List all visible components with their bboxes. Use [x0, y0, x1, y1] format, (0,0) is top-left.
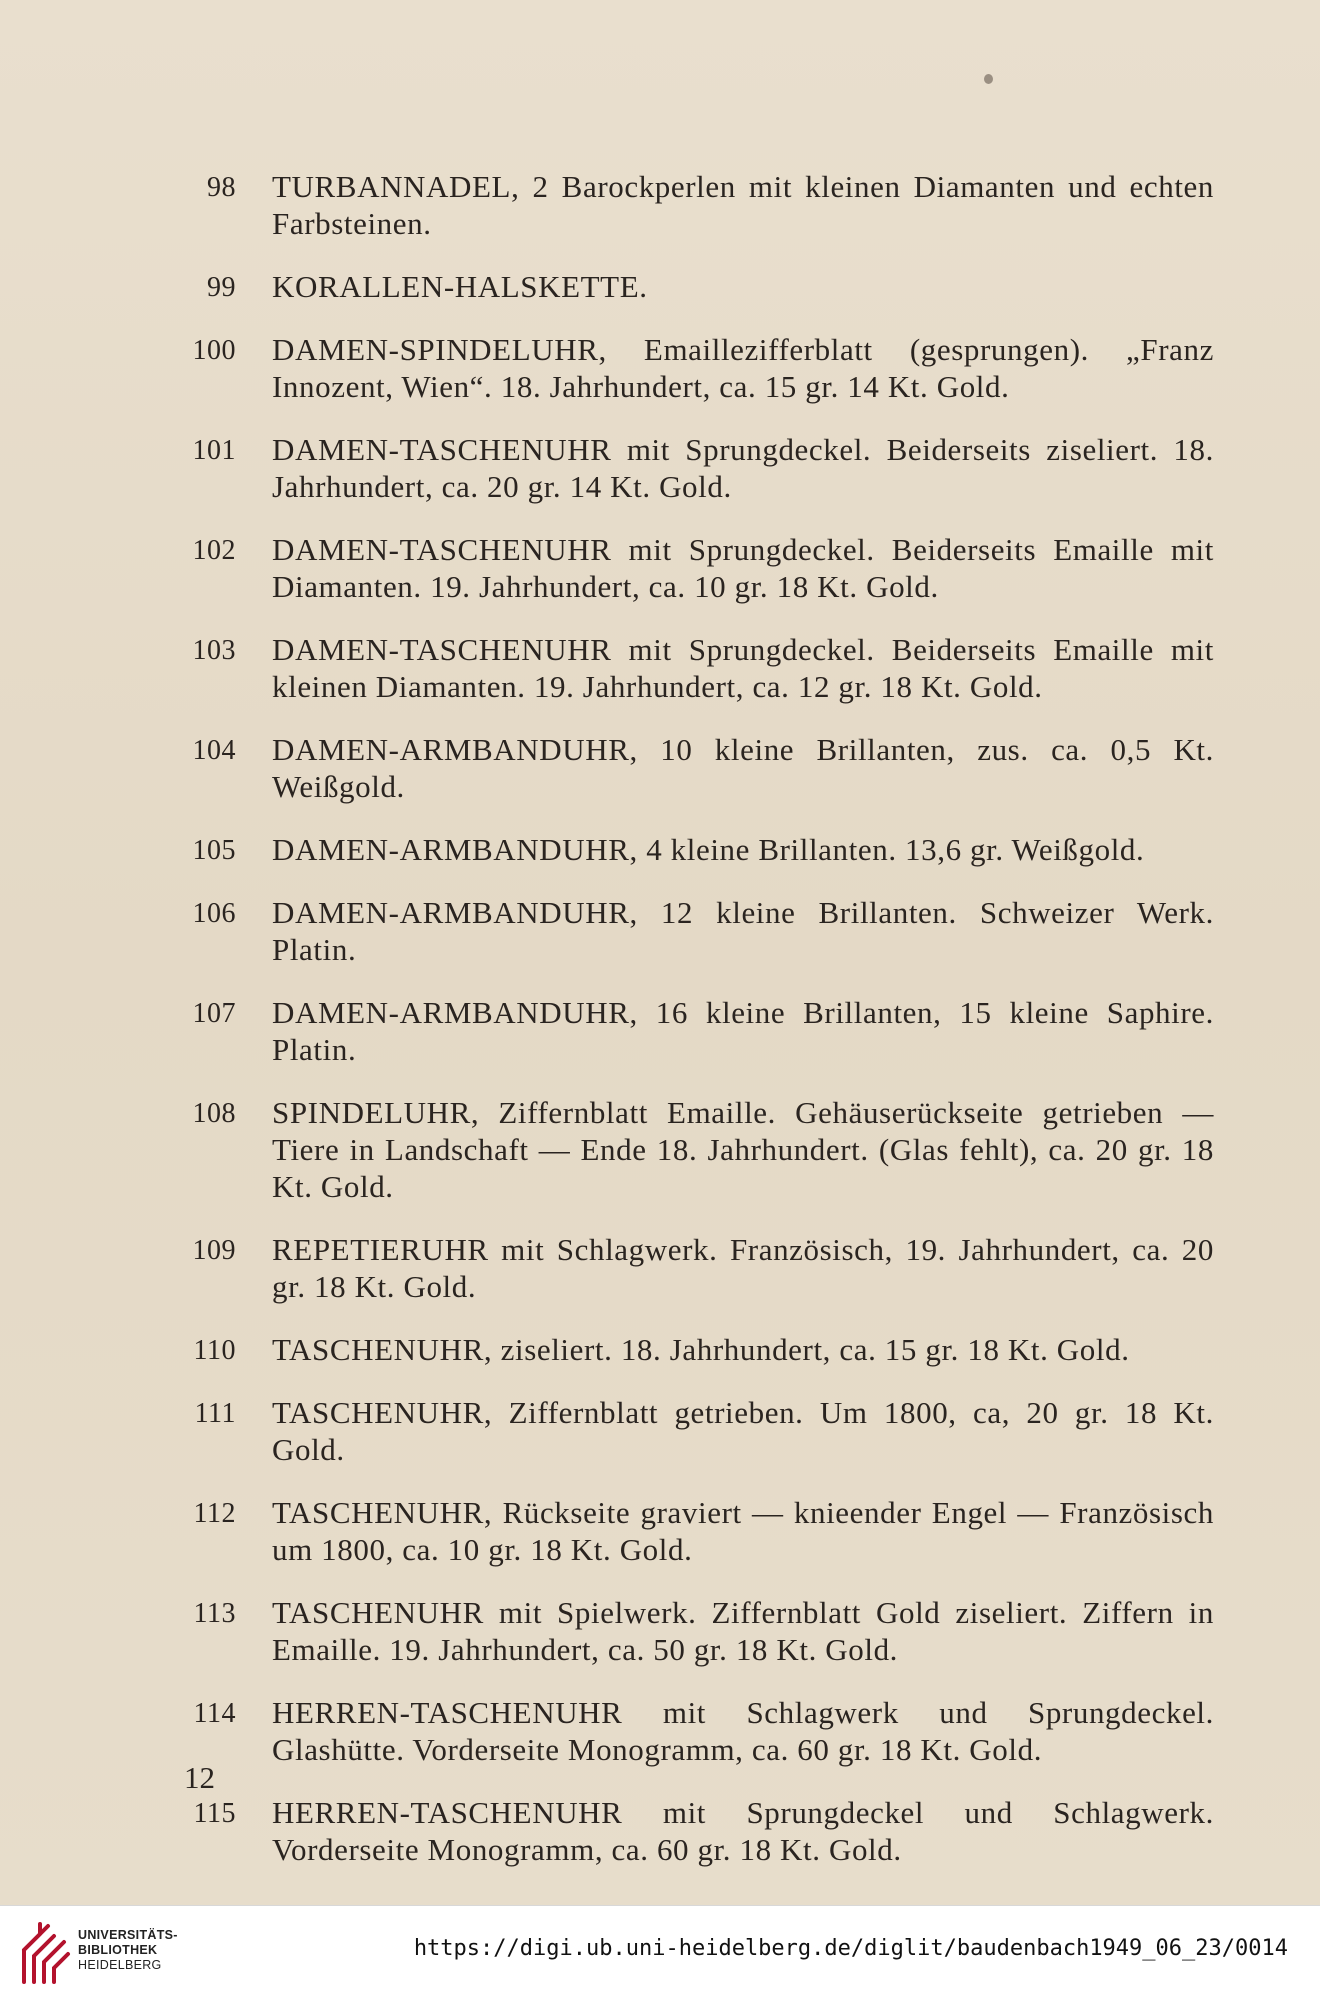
catalog-entry — [0, 1331, 1320, 1368]
lot-number: 104 — [192, 735, 236, 766]
library-name-line: HEIDELBERG — [78, 1958, 162, 1972]
lot-description: DAMEN-ARMBANDUHR, 10 kleine Brillanten, zus. ca. 0,5 Kt. Weißgold. — [272, 732, 1214, 804]
catalog-entry — [0, 168, 1320, 242]
lot-number: 110 — [193, 1335, 236, 1366]
page-number: 12 — [184, 1760, 215, 1795]
lot-number: 109 — [192, 1235, 236, 1266]
library-name — [78, 1928, 178, 1973]
lot-number: 106 — [192, 898, 236, 929]
catalog-entry — [0, 994, 1320, 1068]
catalog-entry — [0, 894, 1320, 968]
lot-description: SPINDELUHR, Ziffernblatt Emaille. Gehäuserückseite getrieben — Tiere in Landschaft — Ende 18. Jahrhundert. (Glas fehlt), ca. 20 gr. 18 Kt. Gold. — [272, 1095, 1214, 1204]
lot-description: DAMEN-TASCHENUHR mit Sprungdeckel. Beiderseits Emaille mit kleinen Diamanten. 19. Jahrhundert, ca. 12 gr. 18 Kt. Gold. — [272, 632, 1214, 704]
lot-description: DAMEN-TASCHENUHR mit Sprungdeckel. Beiderseits Emaille mit Diamanten. 19. Jahrhundert, ca. 10 gr. 18 Kt. Gold. — [272, 532, 1214, 604]
lot-description: HERREN-TASCHENUHR mit Sprungdeckel und Schlagwerk. Vorderseite Monogramm, ca. 60 gr. 18 Kt. Gold. — [272, 1795, 1214, 1867]
lot-number: 105 — [192, 835, 236, 866]
lot-number: 98 — [207, 172, 236, 203]
catalog-entry — [0, 268, 1320, 305]
lot-description: TASCHENUHR mit Spielwerk. Ziffernblatt Gold ziseliert. Ziffern in Emaille. 19. Jahrhundert, ca. 50 gr. 18 Kt. Gold. — [272, 1595, 1214, 1667]
catalog-entry — [0, 331, 1320, 405]
ink-speck — [984, 74, 993, 84]
lot-number: 111 — [194, 1398, 236, 1429]
library-name-line: BIBLIOTHEK — [78, 1943, 158, 1957]
lot-number: 107 — [192, 998, 236, 1029]
lot-number: 115 — [193, 1798, 236, 1829]
lot-description: DAMEN-ARMBANDUHR, 12 kleine Brillanten. Schweizer Werk. Platin. — [272, 895, 1214, 967]
lot-description: DAMEN-ARMBANDUHR, 4 kleine Brillanten. 13,6 gr. Weißgold. — [272, 832, 1145, 867]
lot-number: 101 — [192, 435, 236, 466]
lot-number: 113 — [193, 1598, 236, 1629]
lot-description: DAMEN-TASCHENUHR mit Sprungdeckel. Beiderseits ziseliert. 18. Jahrhundert, ca. 20 gr. 14 Kt. Gold. — [272, 432, 1214, 504]
catalog-entry — [0, 1594, 1320, 1668]
lot-description: DAMEN-ARMBANDUHR, 16 kleine Brillanten, 15 kleine Saphire. Platin. — [272, 995, 1214, 1067]
lot-number: 100 — [192, 335, 236, 366]
catalog-entries — [0, 168, 1320, 1894]
lot-description: TASCHENUHR, ziseliert. 18. Jahrhundert, ca. 15 gr. 18 Kt. Gold. — [272, 1332, 1130, 1367]
lot-description: DAMEN-SPINDELUHR, Emaillezifferblatt (gesprungen). „Franz Innozent, Wien“. 18. Jahrhundert, ca. 15 gr. 14 Kt. Gold. — [272, 332, 1214, 404]
catalog-entry — [0, 1094, 1320, 1205]
lot-description: TASCHENUHR, Rückseite graviert — knieender Engel — Französisch um 1800, ca. 10 gr. 18 Kt. Gold. — [272, 1495, 1214, 1567]
lot-description: HERREN-TASCHENUHR mit Schlagwerk und Sprungdeckel. Glashütte. Vorderseite Monogramm, ca. 60 gr. 18 Kt. Gold. — [272, 1695, 1214, 1767]
lot-description: TASCHENUHR, Ziffernblatt getrieben. Um 1800, ca, 20 gr. 18 Kt. Gold. — [272, 1395, 1214, 1467]
catalog-entry — [0, 1694, 1320, 1768]
catalog-entry — [0, 731, 1320, 805]
footer-bar — [0, 1905, 1320, 2003]
lot-number: 114 — [193, 1698, 236, 1729]
catalog-entry — [0, 1794, 1320, 1868]
catalog-entry — [0, 1231, 1320, 1305]
catalog-entry — [0, 831, 1320, 868]
lot-number: 103 — [192, 635, 236, 666]
lot-number: 112 — [193, 1498, 236, 1529]
lot-description: KORALLEN-HALSKETTE. — [272, 269, 648, 304]
permalink-url[interactable]: https://digi.ub.uni-heidelberg.de/diglit/baudenbach1949_06_23/0014 — [413, 1936, 1288, 1961]
lot-number: 108 — [192, 1098, 236, 1129]
lot-description: REPETIERUHR mit Schlagwerk. Französisch, 19. Jahrhundert, ca. 20 gr. 18 Kt. Gold. — [272, 1232, 1214, 1304]
lot-number: 102 — [192, 535, 236, 566]
catalog-entry — [0, 1494, 1320, 1568]
library-logo-icon[interactable] — [18, 1920, 72, 1986]
lot-description: TURBANNADEL, 2 Barockperlen mit kleinen Diamanten und echten Farbsteinen. — [272, 169, 1214, 241]
library-name-line: UNIVERSITÄTS- — [78, 1928, 178, 1942]
lot-number: 99 — [207, 272, 236, 303]
catalog-entry — [0, 1394, 1320, 1468]
catalog-entry — [0, 631, 1320, 705]
catalog-entry — [0, 531, 1320, 605]
catalog-entry — [0, 431, 1320, 505]
